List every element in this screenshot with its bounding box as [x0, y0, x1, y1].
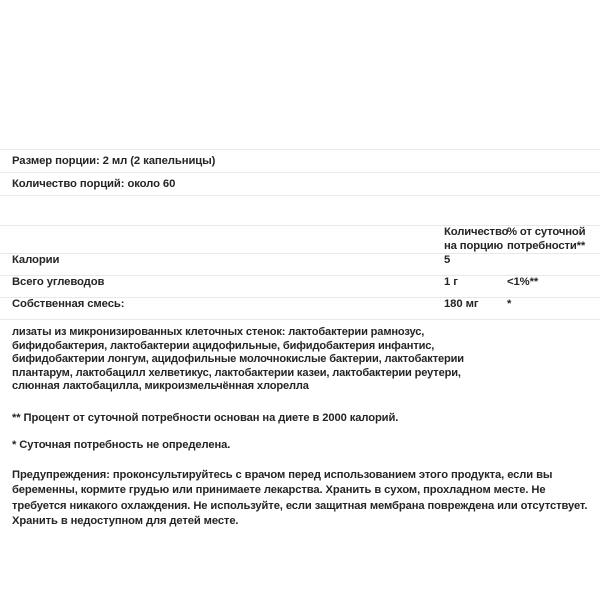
row-calories-amount: 5 — [444, 254, 451, 266]
serving-size-row — [0, 150, 600, 172]
serving-size-label: Размер порции: 2 мл (2 капельницы) — [12, 155, 216, 167]
header-dv-line2: потребности** — [507, 239, 586, 252]
table-header-row — [0, 226, 600, 253]
servings-per-container-row — [0, 173, 600, 195]
table-gap — [0, 196, 600, 225]
row-proprietary-blend-dv: * — [507, 298, 512, 310]
top-whitespace — [0, 0, 600, 149]
table-row — [0, 298, 600, 319]
table-row — [0, 254, 600, 275]
table-row — [0, 276, 600, 297]
row-carbs-name: Всего углеводов — [12, 276, 105, 288]
blend-ingredients-list — [0, 320, 600, 398]
row-proprietary-blend-amount: 180 мг — [444, 298, 479, 310]
header-amount-line2: на порцию — [444, 239, 504, 252]
nutrition-row-blend-table — [0, 298, 600, 319]
header-amount-line1: Количество — [444, 226, 509, 238]
nutrition-row-calories-table — [0, 254, 600, 275]
header-daily-value — [507, 226, 600, 253]
row-calories-dv — [507, 254, 600, 275]
blend-line: бифидобактерии лонгум, ацидофильные молочнокислые бактерии, лактобактерии — [12, 353, 464, 366]
header-amount-per-serving — [444, 226, 507, 253]
nutrition-row-carbs-table — [0, 276, 600, 297]
blend-line: плантарум, лактобацилл хелветикус, лактобактерии казеи, лактобактерии реутери, — [12, 366, 461, 379]
blend-line: бифидобактерия, лактобактерии ацидофильные, бифидобактерия инфантис, — [12, 339, 435, 352]
servings-per-container-label: Количество порций: около 60 — [12, 178, 176, 190]
nutrition-table — [0, 226, 600, 253]
blend-line: слюнная лактобацилла, микроизмельчённая хлорелла — [12, 380, 309, 393]
warnings-paragraph: Предупреждения: проконсультируйтесь с врачом перед использованием этого продукта, если вы беременны, кормите грудью или принимаете лекарства. Хранить в сухом, прохладном месте. Не требуется никакого охлаждения. Не используйте, если защитная мембрана повреждена или отсутствует. Хранить в недоступном для детей месте. — [12, 468, 588, 528]
row-carbs-amount: 1 г — [444, 276, 458, 288]
row-proprietary-blend-name: Собственная смесь: — [12, 298, 125, 310]
row-calories-name: Калории — [12, 254, 60, 266]
blend-line: лизаты из микронизированных клеточных стенок: лактобактерии рамнозус, — [12, 326, 425, 338]
footnotes — [0, 398, 600, 452]
footnote-daily-value-basis: ** Процент от суточной потребности основан на диете в 2000 калорий. — [12, 411, 399, 424]
header-nutrient — [0, 226, 444, 253]
header-dv-line1: % от суточной — [507, 226, 586, 238]
row-carbs-dv: <1%** — [507, 276, 539, 288]
footnote-daily-value-undetermined: * Суточная потребность не определена. — [12, 438, 231, 451]
